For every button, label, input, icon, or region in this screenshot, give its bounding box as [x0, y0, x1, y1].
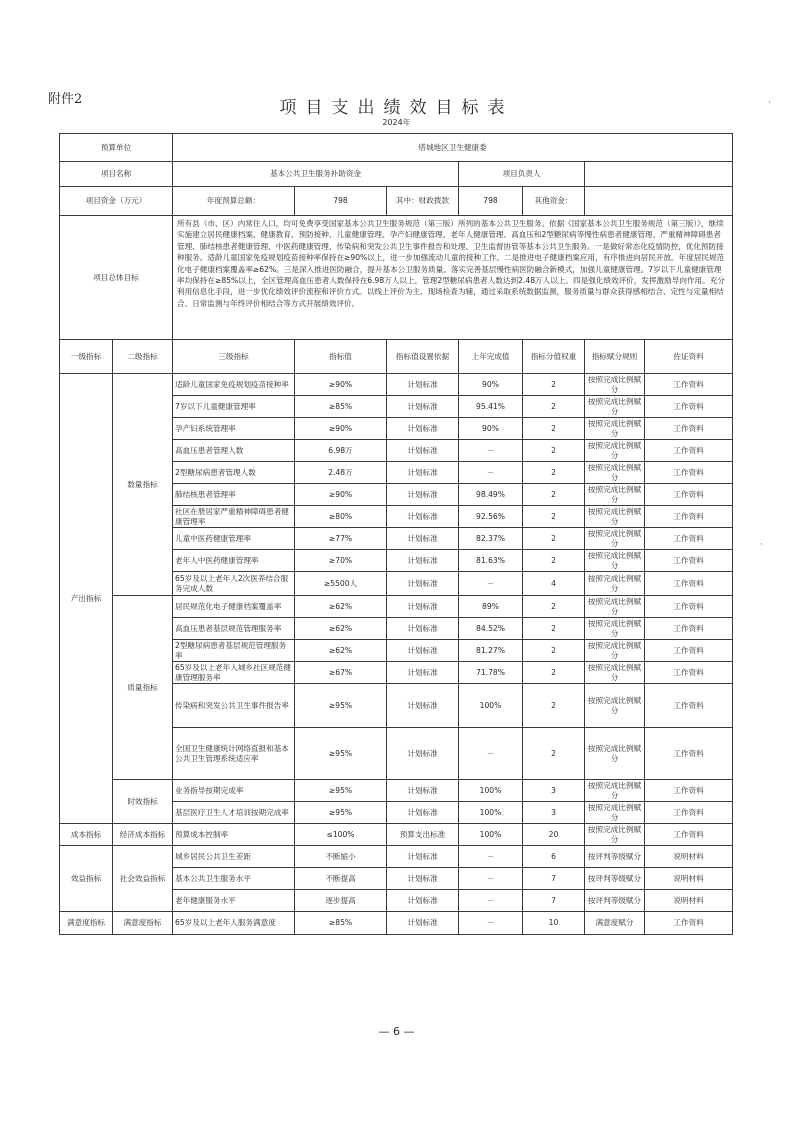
cell-rule: 按照完成比例赋分 — [585, 418, 645, 440]
level1-cost: 成本指标 — [60, 824, 113, 846]
cell-value: ≥95% — [295, 684, 387, 728]
goal-text: 所有县（市、区）内常住人口，均可免费享受国家基本公共卫生服务规范（第三版）所列的基本公共卫生服务。依据《国家基本公共卫生服务规范（第三版）》，继续实施建立居民健康档案、健康教育、预防接种、儿童健康管理、孕产妇健康管理、老年人健康管理、高血压和2型糖尿病等慢性病患者健康管理、严重精神障碍患者管理、肺结核患者健康管理、中医药健康管理、传染病和突发公共卫生事件报告和处理、卫生监督协管等基本公共卫生服务。一是做好常态化疫情防控，优化预防接种服务。适龄儿童国家免疫规划疫苗接种率保持在≥90%以上，进一步加强流动儿童的接种工作。二是推进电子健康档案应用，有序推进向居民开放。年度居民规范化电子健康档案覆盖率≥62%。三是深入推进医防融合，提升基本公卫服务质量。落实完善基层慢性病医防融合新模式，加强儿童健康管理。7岁以下儿童健康管理率均保持在≥85%以上，全区管理高血压患者人数保持在6.98万人以上，管理2型糖尿病患者人数达到2.48万人以上。四是强化绩效评价，发挥激励导向作用。充分利用信息化手段，进一步优化绩效评价流程和评价方式。以线上评价为主、现场检查为辅，通过采取系统数据监测，服务质量与群众获得感相结合、定性与定量相结合、日常监测与年终评价相结合等方式开展绩效评价。 — [173, 216, 733, 340]
cell-name: 业务指导按期完成率 — [173, 780, 295, 802]
performance-table — [59, 133, 733, 935]
col-basis: 指标值设置依据 — [387, 340, 459, 374]
cell-evidence: 工作资料 — [645, 912, 733, 935]
cell-value: ≥70% — [295, 550, 387, 572]
cell-weight: 2 — [523, 440, 585, 462]
cell-rule: 按评判等级赋分 — [585, 890, 645, 912]
cell-basis: 预算支出标准 — [387, 824, 459, 846]
cell-basis: 计划标准 — [387, 728, 459, 780]
cell-value: 6.98万 — [295, 440, 387, 462]
cell-weight: 20 — [523, 824, 585, 846]
cell-rule: 满意度赋分 — [585, 912, 645, 935]
cell-basis: 计划标准 — [387, 868, 459, 890]
table-row — [60, 846, 733, 868]
cell-evidence: 工作资料 — [645, 440, 733, 462]
cell-rule: 按照完成比例赋分 — [585, 374, 645, 396]
cell-name: 65岁及以上老年人服务满意度 — [173, 912, 295, 935]
cell-value: 不断缩小 — [295, 846, 387, 868]
cell-weight: 6 — [523, 846, 585, 868]
cell-evidence: 说明材料 — [645, 890, 733, 912]
cell-evidence: 工作资料 — [645, 528, 733, 550]
cell-last: － — [459, 572, 523, 596]
cell-weight: 7 — [523, 868, 585, 890]
cell-rule: 按照完成比例赋分 — [585, 640, 645, 662]
col-value: 指标值 — [295, 340, 387, 374]
cell-name: 孕产妇系统管理率 — [173, 418, 295, 440]
cell-basis: 计划标准 — [387, 396, 459, 418]
cell-name: 2型糖尿病患者管理人数 — [173, 462, 295, 484]
cell-value: ≥62% — [295, 596, 387, 618]
cell-weight: 2 — [523, 596, 585, 618]
cell-last: 100% — [459, 802, 523, 824]
cell-last: － — [459, 868, 523, 890]
cell-weight: 2 — [523, 374, 585, 396]
cell-weight: 2 — [523, 528, 585, 550]
cell-value: ≥5500人 — [295, 572, 387, 596]
cell-value: 逐步提高 — [295, 890, 387, 912]
cell-weight: 2 — [523, 462, 585, 484]
cell-last: 82.37% — [459, 528, 523, 550]
cell-weight: 3 — [523, 780, 585, 802]
cell-name: 2型糖尿病患者基层规范管理服务率 — [173, 640, 295, 662]
cell-last: 90% — [459, 374, 523, 396]
fiscal-value: 798 — [459, 187, 523, 216]
cell-rule: 按照完成比例赋分 — [585, 684, 645, 728]
cell-value: ≥90% — [295, 418, 387, 440]
cell-evidence: 说明材料 — [645, 846, 733, 868]
cell-value: ≥95% — [295, 728, 387, 780]
cell-evidence: 工作资料 — [645, 506, 733, 528]
cell-rule: 按评判等级赋分 — [585, 846, 645, 868]
cell-name: 传染病和突发公共卫生事件报告率 — [173, 684, 295, 728]
owner-value — [585, 162, 733, 187]
cell-evidence: 工作资料 — [645, 824, 733, 846]
cell-last: 98.49% — [459, 484, 523, 506]
margin-mark: · — [760, 540, 763, 550]
col-last: 上年完成值 — [459, 340, 523, 374]
cell-last: － — [459, 890, 523, 912]
unit-value: 塔城地区卫生健康委 — [173, 134, 733, 162]
cell-name: 基本公共卫生服务水平 — [173, 868, 295, 890]
col-l3: 三级指标 — [173, 340, 295, 374]
cell-value: ≤100% — [295, 824, 387, 846]
cell-rule: 按照完成比例赋分 — [585, 596, 645, 618]
cell-name: 7岁以下儿童健康管理率 — [173, 396, 295, 418]
cell-weight: 2 — [523, 618, 585, 640]
cell-last: － — [459, 912, 523, 935]
cell-rule: 按照完成比例赋分 — [585, 780, 645, 802]
cell-last: － — [459, 846, 523, 868]
cell-basis: 计划标准 — [387, 572, 459, 596]
cell-value: ≥77% — [295, 528, 387, 550]
cell-value: 不断提高 — [295, 868, 387, 890]
cell-value: ≥85% — [295, 396, 387, 418]
col-rule: 指标赋分规则 — [585, 340, 645, 374]
cell-last: 81.27% — [459, 640, 523, 662]
level2-quantity: 数量指标 — [113, 374, 173, 596]
cell-rule: 按照完成比例赋分 — [585, 484, 645, 506]
cell-weight: 2 — [523, 728, 585, 780]
cell-value: ≥85% — [295, 912, 387, 935]
cell-last: 89% — [459, 596, 523, 618]
cell-weight: 2 — [523, 506, 585, 528]
margin-mark: · — [768, 98, 771, 108]
level2-satisfaction: 满意度指标 — [113, 912, 173, 935]
other-label: 其他资金： — [523, 187, 585, 216]
cell-rule: 按照完成比例赋分 — [585, 396, 645, 418]
cell-weight: 2 — [523, 484, 585, 506]
cell-value: ≥90% — [295, 484, 387, 506]
cell-basis: 计划标准 — [387, 912, 459, 935]
cell-rule: 按照完成比例赋分 — [585, 802, 645, 824]
cell-evidence: 工作资料 — [645, 640, 733, 662]
cell-rule: 按照完成比例赋分 — [585, 572, 645, 596]
annex-label: 附件2 — [48, 92, 83, 107]
cell-evidence: 工作资料 — [645, 418, 733, 440]
level1-benefit: 效益指标 — [60, 846, 113, 912]
cell-basis: 计划标准 — [387, 596, 459, 618]
table-row — [60, 824, 733, 846]
fiscal-label: 其中：财政拨款 — [387, 187, 459, 216]
cell-rule: 按照完成比例赋分 — [585, 462, 645, 484]
cell-weight: 2 — [523, 662, 585, 684]
cell-evidence: 工作资料 — [645, 684, 733, 728]
cell-last: 95.41% — [459, 396, 523, 418]
cell-last: － — [459, 440, 523, 462]
cell-rule: 按照完成比例赋分 — [585, 662, 645, 684]
level1-satisfaction: 满意度指标 — [60, 912, 113, 935]
other-value — [585, 187, 733, 216]
level2-quality: 质量指标 — [113, 596, 173, 780]
level2-timeliness: 时效指标 — [113, 780, 173, 824]
cell-basis: 计划标准 — [387, 890, 459, 912]
cell-rule: 按照完成比例赋分 — [585, 728, 645, 780]
cell-weight: 7 — [523, 890, 585, 912]
cell-evidence: 工作资料 — [645, 802, 733, 824]
cell-weight: 2 — [523, 396, 585, 418]
level1-output: 产出指标 — [60, 374, 113, 824]
cell-rule: 按照完成比例赋分 — [585, 550, 645, 572]
col-l1: 一级指标 — [60, 340, 113, 374]
col-weight: 指标分值权重 — [523, 340, 585, 374]
cell-last: 100% — [459, 824, 523, 846]
cell-evidence: 工作资料 — [645, 396, 733, 418]
cell-name: 城乡居民公共卫生差距 — [173, 846, 295, 868]
cell-basis: 计划标准 — [387, 418, 459, 440]
table-row — [60, 596, 733, 618]
cell-evidence: 工作资料 — [645, 780, 733, 802]
cell-value: 2.48万 — [295, 462, 387, 484]
cell-basis: 计划标准 — [387, 846, 459, 868]
cell-rule: 按照完成比例赋分 — [585, 440, 645, 462]
cell-basis: 计划标准 — [387, 484, 459, 506]
cell-value: ≥67% — [295, 662, 387, 684]
table-row — [60, 780, 733, 802]
cell-evidence: 工作资料 — [645, 596, 733, 618]
cell-basis: 计划标准 — [387, 640, 459, 662]
cell-evidence: 工作资料 — [645, 618, 733, 640]
table-row — [60, 374, 733, 396]
cell-last: － — [459, 728, 523, 780]
col-evidence: 佐证资料 — [645, 340, 733, 374]
cell-weight: 4 — [523, 572, 585, 596]
cell-basis: 计划标准 — [387, 528, 459, 550]
table-row — [60, 912, 733, 935]
cell-last: 92.56% — [459, 506, 523, 528]
cell-evidence: 说明材料 — [645, 868, 733, 890]
col-l2: 二级指标 — [113, 340, 173, 374]
project-name-label: 项目名称 — [60, 162, 173, 187]
cell-value: ≥62% — [295, 640, 387, 662]
cell-last: 84.52% — [459, 618, 523, 640]
cell-evidence: 工作资料 — [645, 550, 733, 572]
owner-label: 项目负责人 — [459, 162, 585, 187]
cell-basis: 计划标准 — [387, 618, 459, 640]
cell-weight: 2 — [523, 550, 585, 572]
cell-name: 基层医疗卫生人才培训按期完成率 — [173, 802, 295, 824]
cell-weight: 3 — [523, 802, 585, 824]
cell-weight: 2 — [523, 684, 585, 728]
cell-basis: 计划标准 — [387, 662, 459, 684]
cell-evidence: 工作资料 — [645, 484, 733, 506]
level2-cost: 经济成本指标 — [113, 824, 173, 846]
cell-rule: 按评判等级赋分 — [585, 868, 645, 890]
annual-budget-value: 798 — [295, 187, 387, 216]
cell-weight: 10 — [523, 912, 585, 935]
cell-last: 81.63% — [459, 550, 523, 572]
cell-name: 老年人中医药健康管理率 — [173, 550, 295, 572]
cell-name: 预算成本控制率 — [173, 824, 295, 846]
cell-evidence: 工作资料 — [645, 728, 733, 780]
year-label: 2024年 — [382, 118, 411, 127]
cell-name: 高血压患者管理人数 — [173, 440, 295, 462]
cell-name: 儿童中医药健康管理率 — [173, 528, 295, 550]
cell-evidence: 工作资料 — [645, 662, 733, 684]
page-title: 项目支出绩效目标表 — [279, 98, 514, 118]
cell-basis: 计划标准 — [387, 780, 459, 802]
cell-evidence: 工作资料 — [645, 462, 733, 484]
cell-basis: 计划标准 — [387, 374, 459, 396]
cell-evidence: 工作资料 — [645, 374, 733, 396]
cell-evidence: 工作资料 — [645, 572, 733, 596]
cell-value: ≥80% — [295, 506, 387, 528]
cell-basis: 计划标准 — [387, 506, 459, 528]
unit-label: 预算单位 — [60, 134, 173, 162]
cell-basis: 计划标准 — [387, 802, 459, 824]
cell-weight: 2 — [523, 418, 585, 440]
project-name-value: 基本公共卫生服务补助资金 — [173, 162, 459, 187]
cell-last: 71.78% — [459, 662, 523, 684]
cell-name: 居民规范化电子健康档案覆盖率 — [173, 596, 295, 618]
cell-name: 高血压患者基层规范管理服务率 — [173, 618, 295, 640]
cell-last: 100% — [459, 684, 523, 728]
cell-name: 肺结核患者管理率 — [173, 484, 295, 506]
annual-budget-label: 年度预算总额： — [173, 187, 295, 216]
cell-value: ≥95% — [295, 780, 387, 802]
cell-value: ≥95% — [295, 802, 387, 824]
cell-name: 65岁及以上老年人2次医养结合服务完成人数 — [173, 572, 295, 596]
level2-benefit: 社会效益指标 — [113, 846, 173, 912]
funds-label: 项目资金（万元） — [60, 187, 173, 216]
cell-name: 社区在册居家严重精神障碍患者健康管理率 — [173, 506, 295, 528]
cell-rule: 按照完成比例赋分 — [585, 528, 645, 550]
cell-name: 65岁及以上老年人城乡社区规范健康管理服务率 — [173, 662, 295, 684]
cell-basis: 计划标准 — [387, 684, 459, 728]
cell-basis: 计划标准 — [387, 462, 459, 484]
cell-weight: 2 — [523, 640, 585, 662]
cell-rule: 按照完成比例赋分 — [585, 824, 645, 846]
cell-last: 90% — [459, 418, 523, 440]
cell-rule: 按照完成比例赋分 — [585, 618, 645, 640]
cell-name: 适龄儿童国家免疫规划疫苗接种率 — [173, 374, 295, 396]
cell-name: 全国卫生健康统计网络直报和基本公共卫生管理系统适应率 — [173, 728, 295, 780]
cell-value: ≥62% — [295, 618, 387, 640]
cell-name: 老年健康服务水平 — [173, 890, 295, 912]
cell-basis: 计划标准 — [387, 440, 459, 462]
cell-last: － — [459, 462, 523, 484]
cell-value: ≥90% — [295, 374, 387, 396]
page-number: — 6 — — [378, 1025, 415, 1038]
cell-basis: 计划标准 — [387, 550, 459, 572]
goal-label: 项目总体目标 — [60, 216, 173, 340]
cell-rule: 按照完成比例赋分 — [585, 506, 645, 528]
cell-last: 100% — [459, 780, 523, 802]
